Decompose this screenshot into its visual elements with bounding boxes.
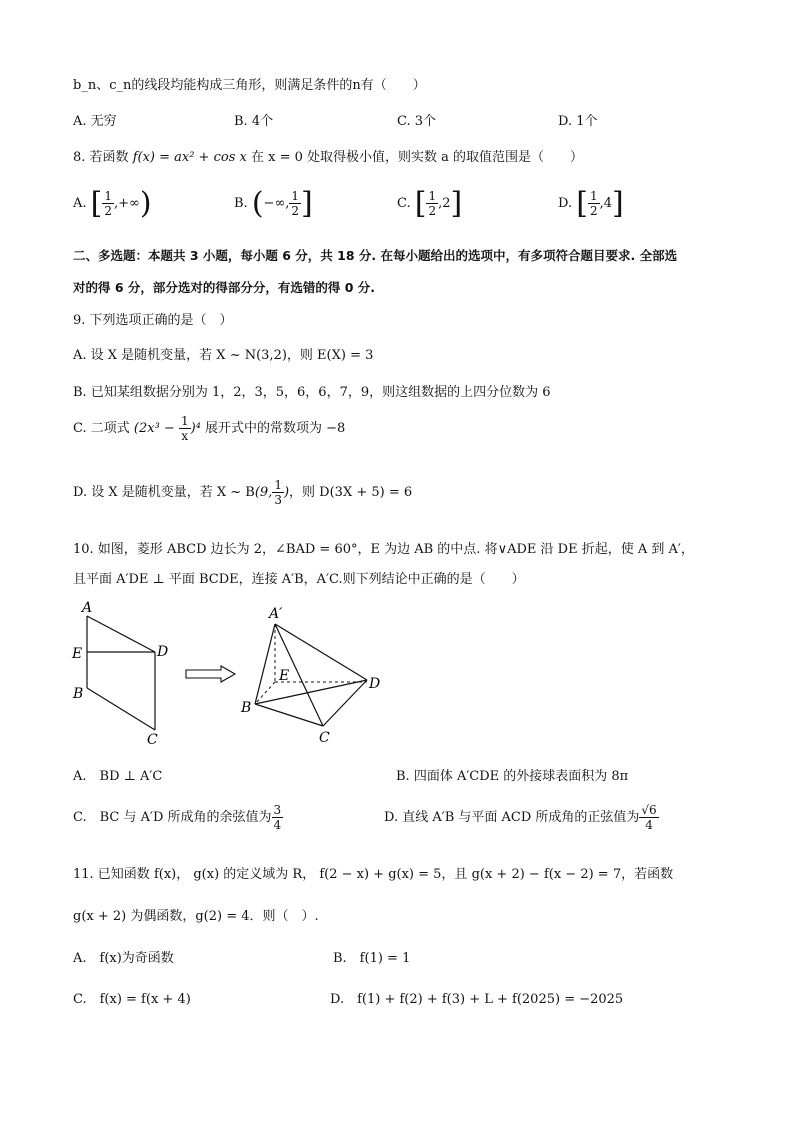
label-e: E [279,668,290,684]
q9-option-d-den: 3 [274,493,282,507]
label-d: D [157,644,169,660]
q9-option-d [73,478,412,507]
q8-stem-formula: f(x) = ax² + cos x [132,150,247,165]
q7-tail: b_n、c_n的线段均能构成三角形，则满足条件的n有（ ） [73,78,426,93]
q10-option-c [73,803,283,832]
q11-option-a: A. f(x)为奇函数 [73,951,174,966]
q8-option-b-den: 2 [291,204,300,218]
q8-stem-prefix: 8. 若函数 [73,150,129,165]
label-c: C [319,730,330,746]
q9-stem: 9. 下列选项正确的是（ ） [73,313,233,328]
q7-option-a: A. 无穷 [73,114,117,129]
q10-stem-line2: 且平面 A′DE ⊥ 平面 BCDE，连接 A′B，A′C.则下列结论中正确的是（ ） [73,572,525,587]
q9-option-c-den: x [181,429,189,443]
label-b: B [241,700,252,716]
q8-option-a-label: A. [73,196,87,211]
q10-option-d [384,803,659,832]
q8-option-c-right-bracket: ] [450,186,463,221]
label-e: E [72,646,83,662]
q10-stem-line1: 10. 如图，菱形 ABCD 边长为 2，∠BAD = 60°，E 为边 AB 的中点. 将∨ADE 沿 DE 折起，使 A 到 A′， [73,542,694,557]
q10-option-d-den: 4 [645,818,653,832]
q11-option-c: C. f(x) = f(x + 4) [73,992,191,1007]
q9-option-c-expr: (2x³ − [133,421,179,436]
q8-option-a-num: 1 [104,189,113,203]
q10-option-c-prefix: C. BC 与 A′D 所成角的余弦值为 [73,810,272,825]
q8-option-c-label: C. [397,196,411,211]
label-d: D [369,676,381,692]
label-a: A [82,600,93,616]
q10-option-c-num: 3 [273,803,282,817]
q8-option-d-num: 1 [589,189,598,203]
q9-option-d-open: (9, [254,485,273,500]
q8-option-a-rest: ,+∞ [114,196,140,211]
label-b: B [73,686,84,702]
q8-option-b-fraction [289,189,301,218]
q8-option-d-den: 2 [589,204,598,218]
edge-c-d [323,680,367,726]
q8-option-d-right-bracket: ] [612,186,624,221]
rhombus-edge-ad [87,616,155,652]
q8-option-c-rest: ,2 [438,196,451,211]
section2-heading-line2: 对的得 6 分，部分选对的得部分分，有选错的得 0 分. [73,280,376,295]
q9-option-d-close: ) [283,485,290,500]
q8-option-c-den: 2 [428,204,437,218]
q9-option-d-prefix: D. 设 X 是随机变量，若 X ~ B [73,485,255,500]
q8-option-b-label: B. [234,196,248,211]
q11-option-b: B. f(1) = 1 [333,951,411,966]
label-a-prime: A′ [269,606,283,622]
rhombus-edge-bc [87,688,155,730]
q8-option-b [234,186,313,221]
q11-stem-line1: 11. 已知函数 f(x)， g(x) 的定义域为 R， f(2 − x) + g(x) = 5，且 g(x + 2) − f(x − 2) = 7，若函数 [73,867,674,882]
section2-heading-line1: 二、多选题：本题共 3 小题，每小题 6 分，共 18 分. 在每小题给出的选项中，有多项符合题目要求. 全部选 [73,248,678,263]
q9-option-c-prefix: C. 二项式 [73,421,130,436]
q8-option-a-fraction [102,189,114,218]
q10-option-a: A. BD ⊥ A′C [73,769,163,784]
q10-option-b: B. 四面体 A′CDE 的外接球表面积为 8π [396,769,629,784]
q10-option-d-num: √6 [641,803,657,817]
q8-option-d-label: D. [558,196,573,211]
q8-option-d-rest: ,4 [599,196,612,211]
q9-option-b: B. 已知某组数据分别为 1，2，3，5，6，6，7，9，则这组数据的上四分位数为 6 [73,385,551,400]
q8-option-a-right-bracket: ) [139,186,152,221]
q9-option-c-fraction [179,414,191,443]
q11-option-d: D. f(1) + f(2) + f(3) + L + f(2025) = −2025 [330,992,624,1007]
q8-option-a-den: 2 [104,204,113,218]
q8-option-d [558,186,624,221]
q9-option-d-suffix: ，则 D(3X + 5) = 6 [289,485,413,500]
q8-option-b-right-bracket: ] [301,186,313,221]
q8-option-d-fraction [588,189,600,218]
q9-option-c [73,414,345,443]
q11-stem-line2: g(x + 2) 为偶函数，g(2) = 4．则（ ）. [73,909,319,924]
q7-option-d: D. 1个 [558,114,598,129]
q9-option-d-num: 1 [274,478,282,492]
q9-option-c-close: )⁴ [190,421,201,436]
edge-a-b [255,624,275,704]
q10-option-d-prefix: D. 直线 A′B 与平面 ACD 所成角的正弦值为 [384,810,640,825]
q8-option-c [397,186,462,221]
q8-option-b-pre: −∞, [263,196,290,211]
q10-option-c-fraction [272,803,284,832]
q10-arrow [183,664,239,684]
q8-option-b-left-bracket: ( [251,186,264,221]
q8-stem [73,146,583,165]
q10-option-c-den: 4 [273,818,282,832]
q7-option-c: C. 3个 [397,114,437,129]
q8-option-c-fraction [426,189,438,218]
q8-option-a-left-bracket: [ [90,186,103,221]
q8-option-c-left-bracket: [ [414,186,427,221]
q8-option-d-left-bracket: [ [576,186,588,221]
label-c: C [147,732,158,748]
q10-option-d-fraction [639,803,658,832]
q9-option-a: A. 设 X 是随机变量，若 X ~ N(3,2)，则 E(X) = 3 [73,348,374,363]
q9-option-c-suffix: 展开式中的常数项为 −8 [205,421,346,436]
q8-stem-suffix: 在 x = 0 处取得极小值，则实数 a 的取值范围是（ ） [250,150,584,165]
q8-option-c-num: 1 [428,189,437,203]
q7-option-b: B. 4个 [234,114,274,129]
q10-figure-right [235,598,395,748]
q8-option-b-num: 1 [291,189,300,203]
q8-option-a [73,186,152,221]
q10-figure-left [65,598,180,748]
q9-option-c-num: 1 [180,414,189,428]
q9-option-d-fraction [272,478,284,507]
edge-b-c [255,704,323,726]
